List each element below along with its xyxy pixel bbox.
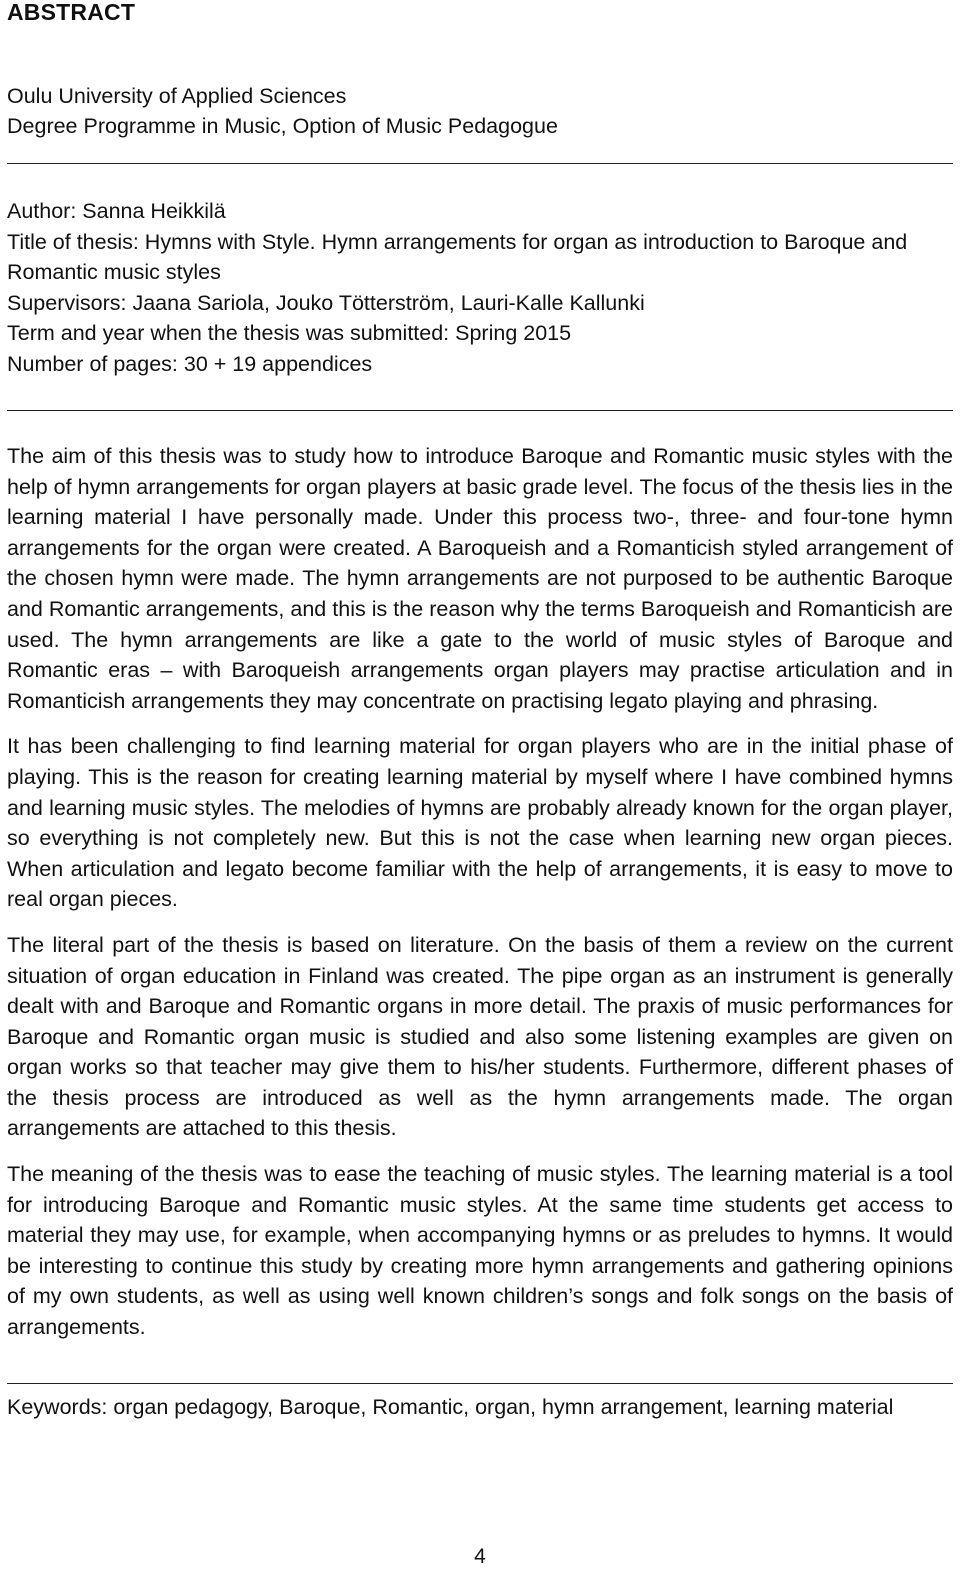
school-name: Oulu University of Applied Sciences [7, 84, 347, 108]
page-number: 4 [474, 1545, 486, 1568]
author-line: Author: Sanna Heikkilä [7, 199, 226, 223]
page-heading: ABSTRACT [7, 0, 136, 25]
institution-block [7, 81, 953, 141]
abstract-body [7, 441, 953, 1343]
supervisors-line: Supervisors: Jaana Sariola, Jouko Tötterström, Lauri-Kalle Kallunki [7, 290, 645, 315]
pages-line: Number of pages: 30 + 19 appendices [7, 351, 373, 376]
abstract-paragraph-3: The literal part of the thesis is based on literature. On the basis of them a review on the current situation of organ education in Finland was created. The pipe organ as an instrument is generally dealt with and Baroque and Romantic organs in more detail. The praxis of music performances for Baroque and Romantic organ music is studied and also some listening examples are given on organ works so that teacher may give them to his/her students. Furthermore, different phases of the thesis process are introduced as well as the hymn arrangements made. The organ arrangements are attached to this thesis. [7, 932, 953, 1141]
thesis-title-line: Title of thesis: Hymns with Style. Hymn arrangements for organ as introduction to Baroque and Romantic music styles [7, 229, 908, 284]
term-line: Term and year when the thesis was submitted: Spring 2015 [7, 321, 572, 345]
document-page [7, 0, 953, 1568]
divider-bottom [7, 1383, 953, 1384]
abstract-paragraph-1: The aim of this thesis was to study how to introduce Baroque and Romantic music styles with the help of hymn arrangements for organ players at basic grade level. The focus of the thesis lies in the learning material I have personally made. Under this process two-, three- and four-tone hymn arrangements for the organ were created. A Baroqueish and a Romanticish styled arrangement of the chosen hymn were made. The hymn arrangements are not purposed to be authentic Baroque and Romantic arrangements, and this is the reason why the terms Baroqueish and Romanticish are used. The hymn arrangements are like a gate to the world of music styles of Baroque and Romantic eras – with Baroqueish arrangements organ players may practise articulation and in Romanticish arrangements they may concentrate on practising legato playing and phrasing. [7, 444, 953, 713]
abstract-paragraph-4: The meaning of the thesis was to ease the teaching of music styles. The learning material is a tool for introducing Baroque and Romantic music styles. At the same time students get access to material they may use, for example, when accompanying hymns or as preludes to hymns. It would be interesting to continue this study by creating more hymn arrangements and gathering opinions of my own students, as well as using well known children’s songs and folk songs on the basis of arrangements. [7, 1162, 953, 1340]
degree-programme: Degree Programme in Music, Option of Music Pedagogue [7, 114, 558, 138]
thesis-meta [7, 196, 953, 379]
divider-middle [7, 410, 953, 411]
divider-top [7, 163, 953, 164]
abstract-paragraph-2: It has been challenging to find learning material for organ players who are in the initial phase of playing. This is the reason for creating learning material by myself where I have combined hymns and learning music styles. The melodies of hymns are probably already known for the organ player, so everything is not completely new. But this is not the case when learning new organ pieces. When articulation and legato become familiar with the help of arrangements, it is easy to move to real organ pieces. [7, 734, 953, 912]
keywords-line: Keywords: organ pedagogy, Baroque, Romantic, organ, hymn arrangement, learning material [7, 1394, 894, 1419]
